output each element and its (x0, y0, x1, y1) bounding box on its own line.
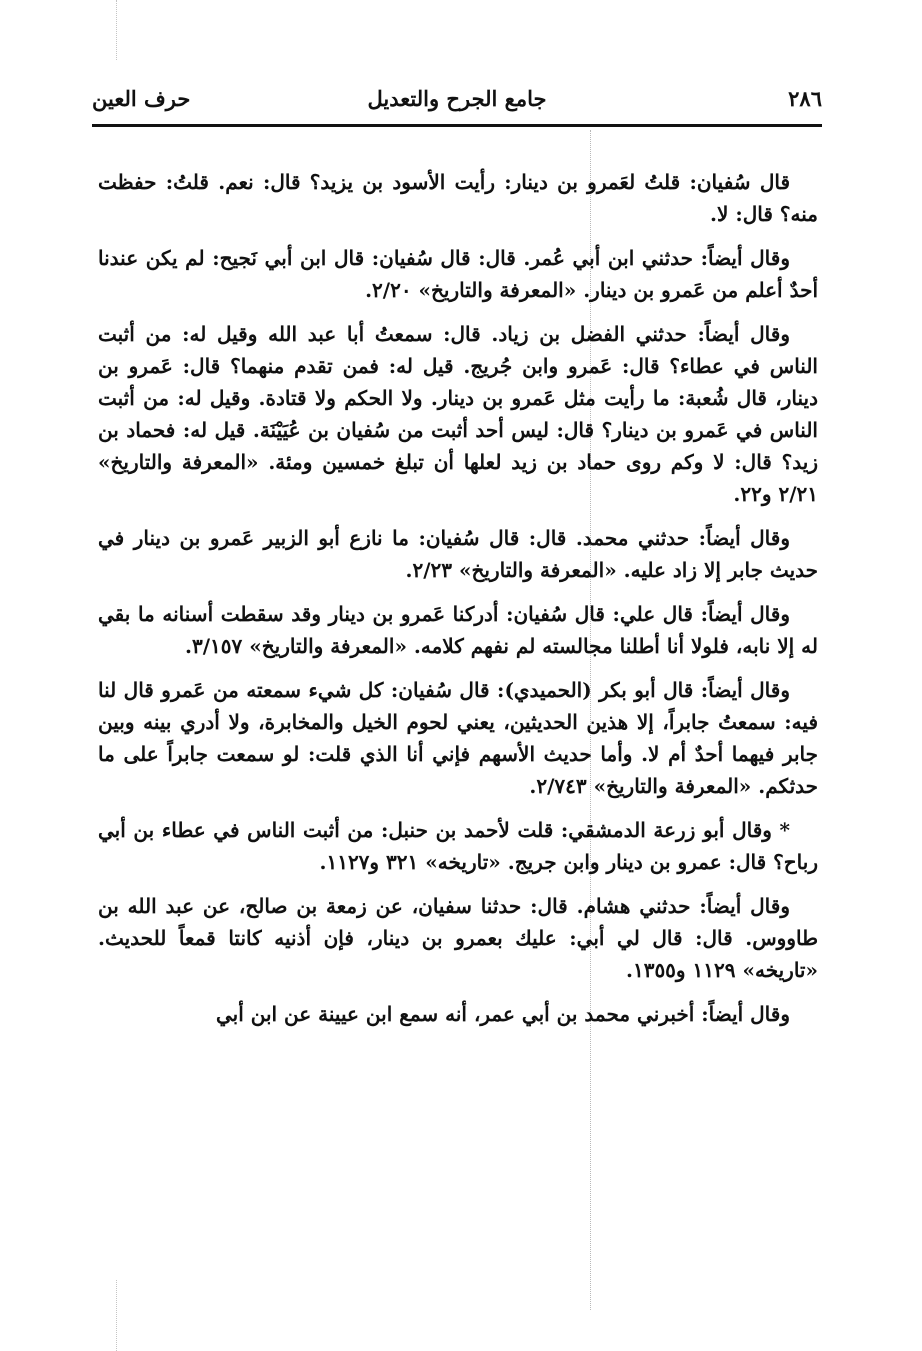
body-text (98, 166, 818, 1030)
paragraph-5: وقال أيضاً: قال علي: قال سُفيان: أدركنا عَمرو بن دينار وقد سقطت أسنانه ما بقي له إلا نابه، فلولا أنا أطلنا مجالسته لم نفهم كلامه. «المعرفة والتاريخ» ٣/١٥٧. (98, 602, 818, 658)
scan-edge-mark-top (116, 0, 117, 60)
scan-edge-mark-bottom (116, 1280, 117, 1351)
paragraph-7: * وقال أبو زرعة الدمشقي: قلت لأحمد بن حنبل: من أثبت الناس في عطاء بن أبي رباح؟ قال: عمرو بن دينار وابن جريج. «تاريخه» ٣٢١ و١١٢٧. (98, 818, 818, 874)
book-title: جامع الجرح والتعديل (367, 86, 547, 111)
paragraph-8: وقال أيضاً: حدثني هشام. قال: حدثنا سفيان، عن زمعة بن صالح، عن عبد الله بن طاووس. قال: قال لي أبي: عليك بعمرو بن دينار، فإن أذنيه كانتا قمعاً للحديث. «تاريخه» ١١٢٩ و١٣٥٥. (98, 894, 818, 982)
paragraph-2: وقال أيضاً: حدثني ابن أبي عُمر. قال: قال سُفيان: قال ابن أبي نَجيح: لم يكن عندنا أحدٌ أعلم من عَمرو بن دينار. «المعرفة والتاريخ» ٢/٢٠. (98, 246, 818, 302)
page-number: ٢٨٦ (788, 86, 822, 111)
paragraph-3: وقال أيضاً: حدثني الفضل بن زياد. قال: سمعتُ أبا عبد الله وقيل له: من أثبت الناس في عطاء؟ قال: عَمرو وابن جُريج. قيل له: فمن تقدم منهما؟ قال: عَمرو بن دينار، قال شُعبة: ما رأيت مثل عَمرو بن دينار. ولا الحكم ولا قتادة. وقيل له: من أثبت الناس في عَمرو بن دينار؟ قال: ليس أحد أثبت من سُفيان بن عُيَيْنَة. قيل له: فحماد بن زيد؟ قال: لا وكم روى حماد بن زيد لعلها أن تبلغ خمسين ومئة. «المعرفة والتاريخ» ٢/٢١ و٢٢. (98, 322, 818, 506)
paragraph-1: قال سُفيان: قلتُ لعَمرو بن دينار: رأيت الأسود بن يزيد؟ قال: نعم. قلتُ: حفظت منه؟ قال: لا. (98, 170, 818, 226)
header-rule (92, 124, 822, 127)
running-header (92, 82, 822, 122)
paragraph-9: وقال أيضاً: أخبرني محمد بن أبي عمر، أنه سمع ابن عيينة عن ابن أبي (215, 1002, 790, 1026)
section-title: حرف العين (92, 86, 191, 111)
paragraph-4: وقال أيضاً: حدثني محمد. قال: قال سُفيان: ما نازع أبو الزبير عَمرو بن دينار في حديث جابر إلا زاد عليه. «المعرفة والتاريخ» ٢/٢٣. (98, 526, 818, 582)
paragraph-6: وقال أيضاً: قال أبو بكر (الحميدي): قال سُفيان: كل شيء سمعته من عَمرو قال لنا فيه: سمعتُ جابراً، إلا هذين الحديثين، يعني لحوم الخيل والمخابرة، ولا أدري بينه وبين جابر فيهما أحدٌ أم لا. وأما حديث الأسهم فإني أنا الذي قلت: لو سمعت جابراً على ما حدثكم. «المعرفة والتاريخ» ٢/٧٤٣. (98, 678, 818, 798)
